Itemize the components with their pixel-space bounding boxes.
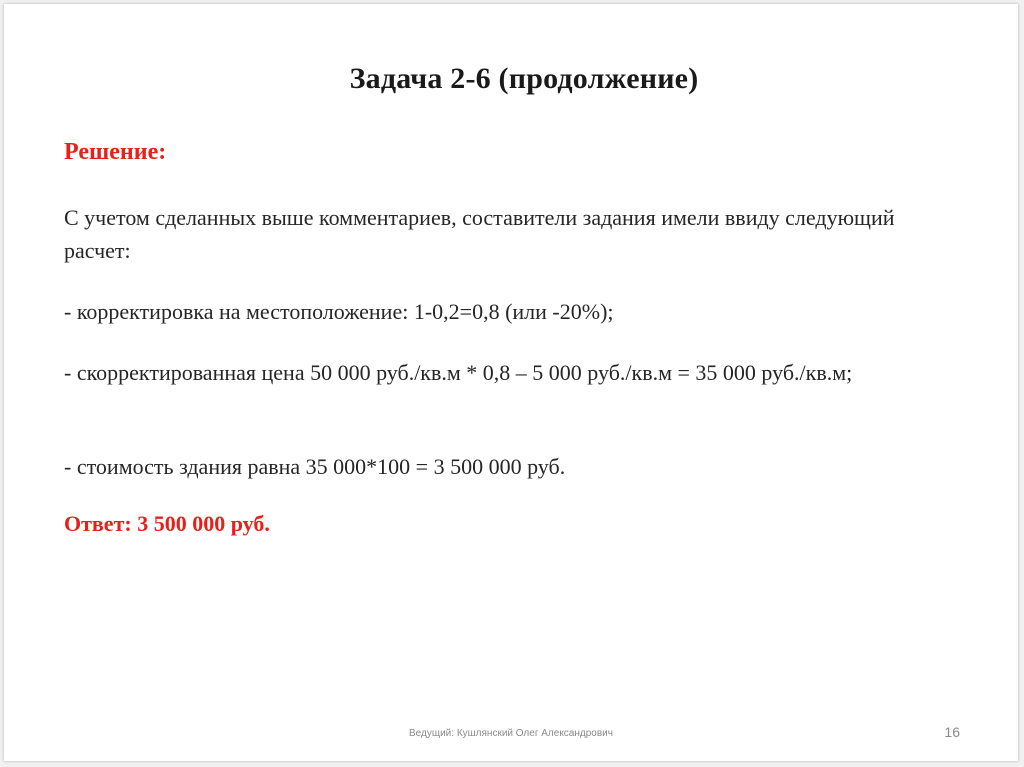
footer-presenter: Ведущий: Кушлянский Олег Александрович: [409, 728, 613, 739]
paragraph-intro: С учетом сделанных выше комментариев, составители задания имели ввиду следующий расчет:: [64, 205, 895, 263]
paragraph-location-adjustment: - корректировка на местоположение: 1-0,2=0,8 (или -20%);: [64, 299, 614, 324]
slide-title: Задача 2-6 (продолжение): [349, 62, 699, 95]
paragraph-building-value: - стоимость здания равна 35 000*100 = 3 500 000 руб.: [64, 454, 566, 479]
solution-label: Решение:: [64, 139, 167, 165]
answer-text: Ответ: 3 500 000 руб.: [64, 511, 270, 536]
page-number: 16: [944, 724, 960, 740]
slide: [4, 4, 1018, 761]
paragraph-adjusted-price: - скорректированная цена 50 000 руб./кв.м * 0,8 – 5 000 руб./кв.м = 35 000 руб./кв.м;: [64, 360, 853, 385]
